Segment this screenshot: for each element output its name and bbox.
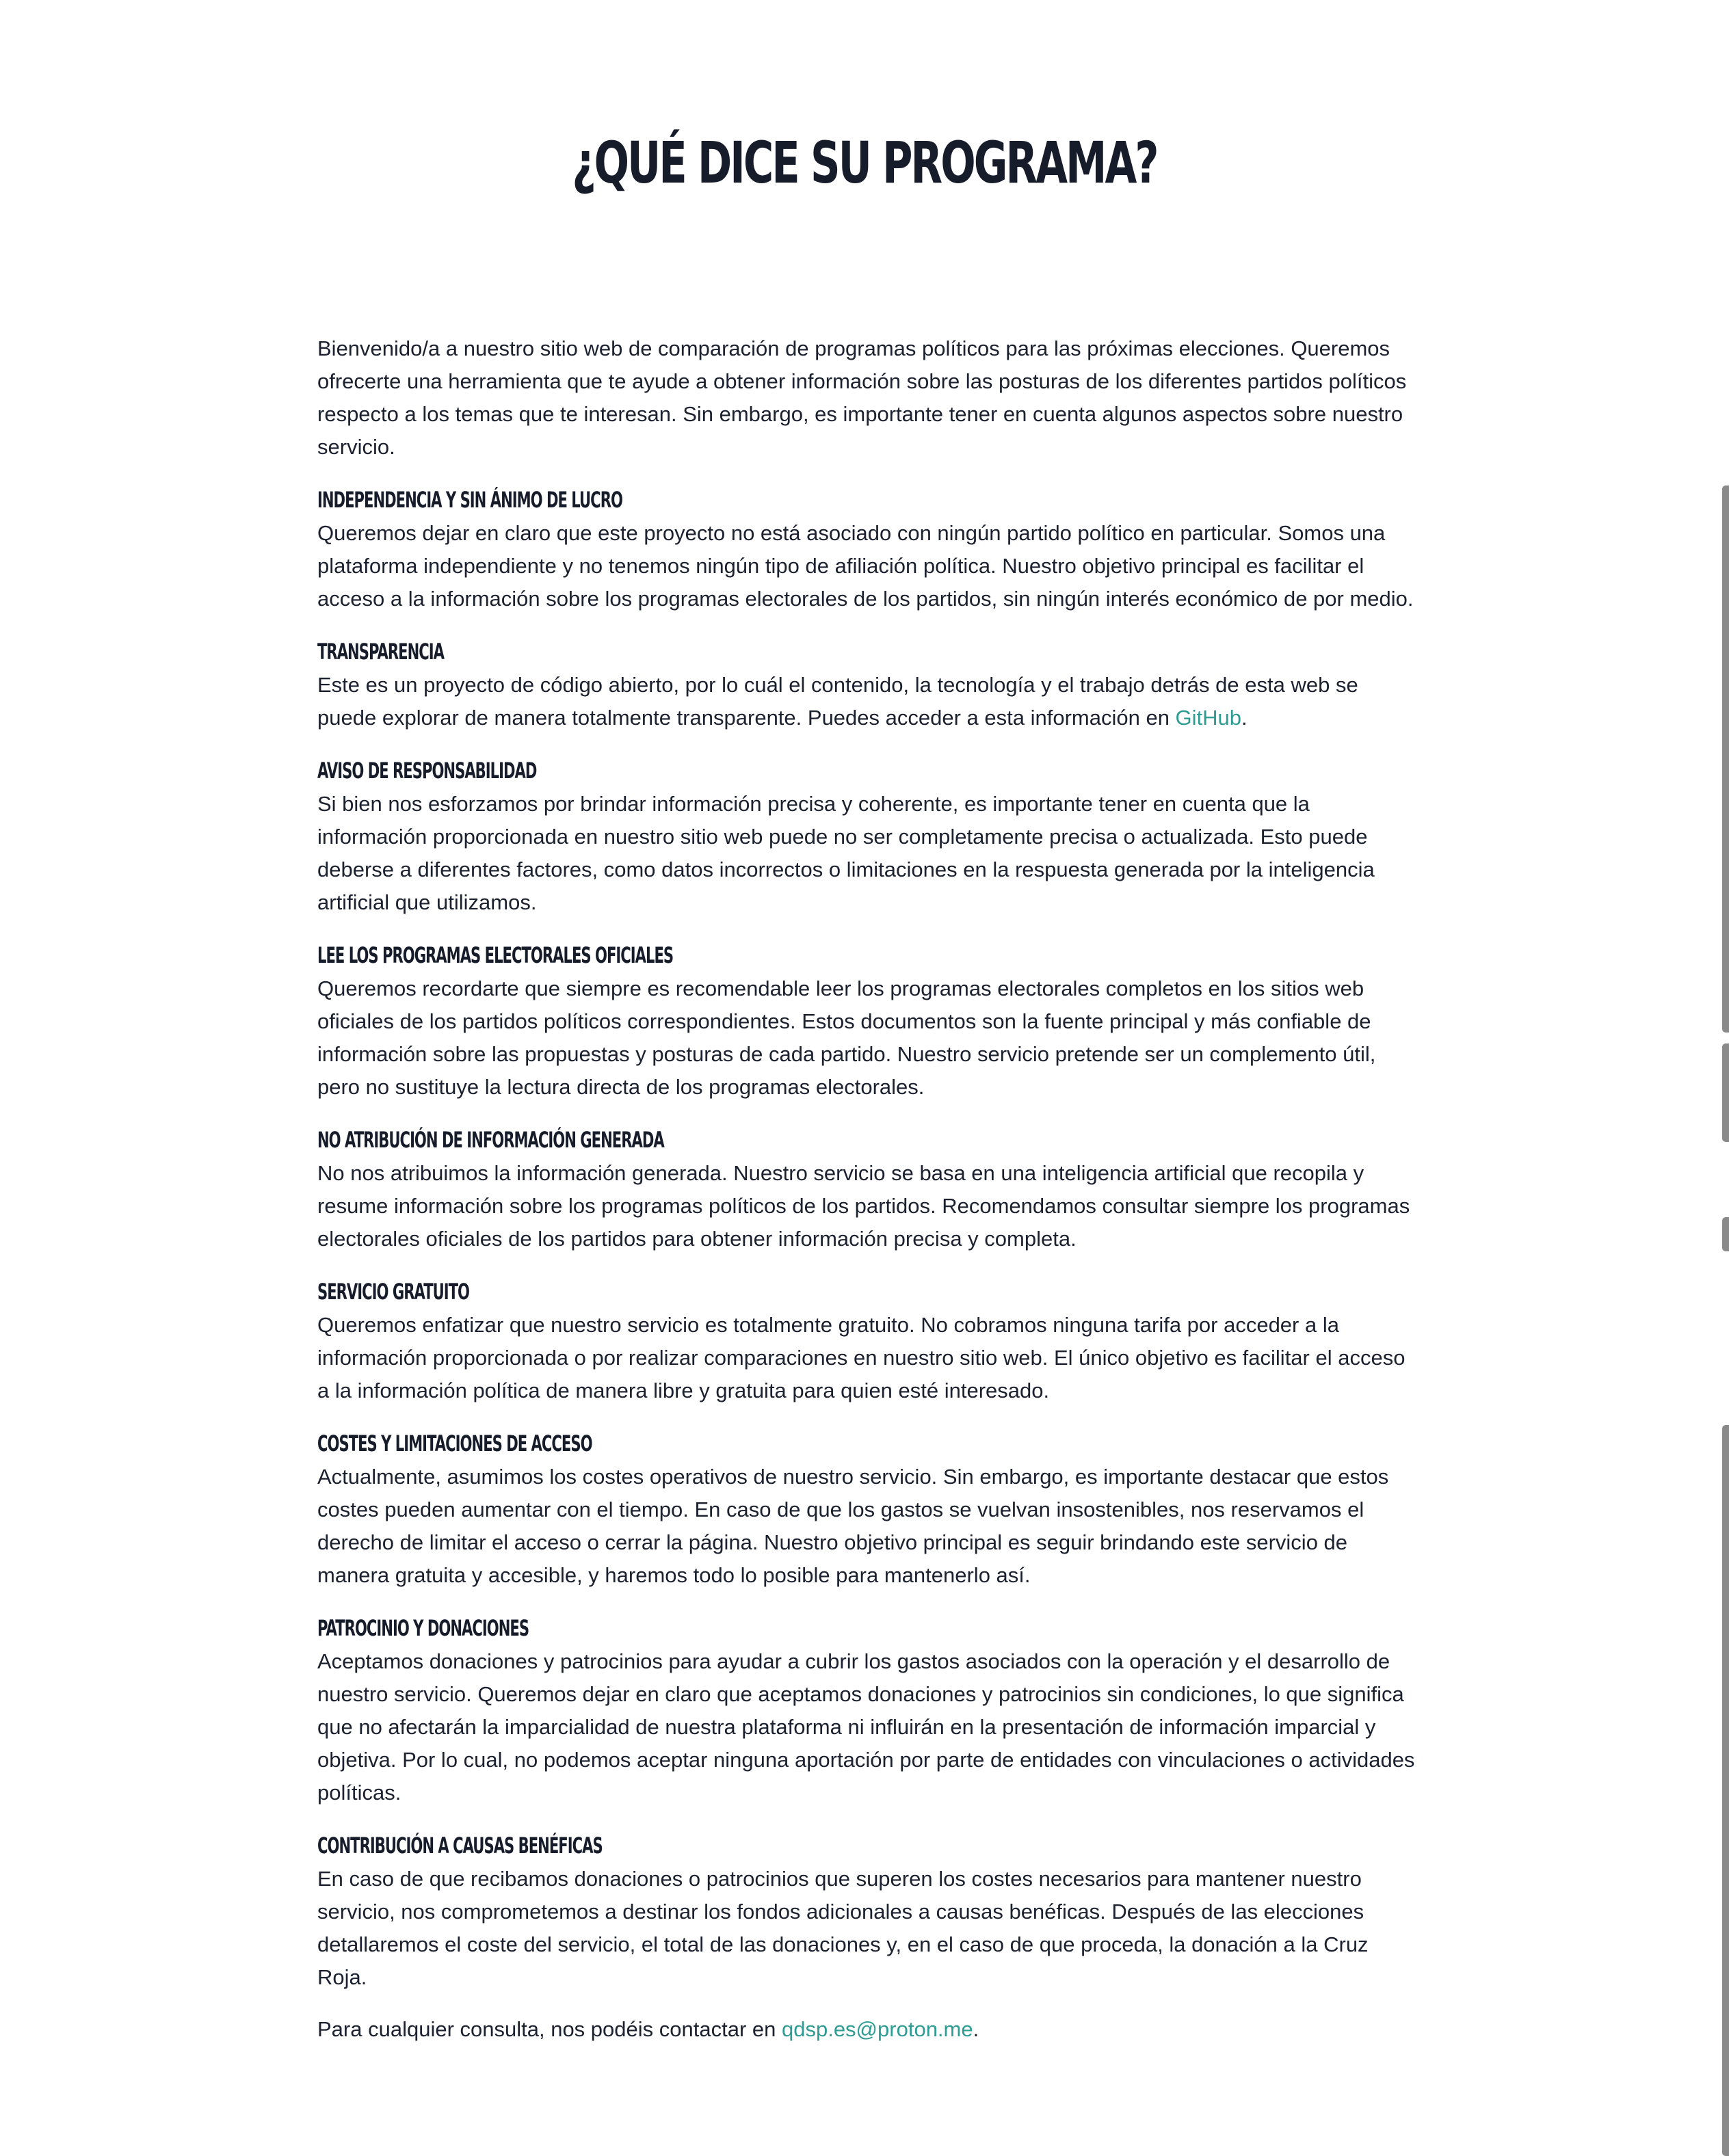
section-charity <box>317 1828 1418 1994</box>
section-heading: NO ATRIBUCIÓN DE INFORMACIÓN GENERADA <box>317 1127 664 1153</box>
scrollbar-thumb[interactable] <box>1722 485 1729 1033</box>
section-body-text: Este es un proyecto de código abierto, por lo cuál el contenido, la tecnología y el trabajo detrás de esta web se puede explorar de manera totalmente transparente. Puedes acceder a esta información en <box>317 673 1358 730</box>
section-costs <box>317 1426 1418 1592</box>
section-body: Queremos dejar en claro que este proyecto no está asociado con ningún partido político en particular. Somos una plataforma independiente y no tenemos ningún tipo de afiliación política. Nuestro objetivo principal es facilitar el acceso a la información sobre los programas electorales de los partidos, sin ningún interés económico de por medio. <box>317 521 1414 611</box>
section-independence <box>317 483 1418 615</box>
scrollbar-segment[interactable] <box>1722 1217 1729 1251</box>
section-body: Queremos recordarte que siempre es recomendable leer los programas electorales completos en los sitios web oficiales de los partidos políticos correspondientes. Estos documentos son la fuente principal y más confiable de información sobre las propuestas y posturas de cada partido. Nuestro servicio pretende ser un complemento útil, pero no sustituye la lectura directa de los programas electorales. <box>317 976 1376 1099</box>
section-heading: CONTRIBUCIÓN A CAUSAS BENÉFICAS <box>317 1833 603 1859</box>
scrollbar-segment[interactable] <box>1722 1043 1729 1142</box>
scrollbar-segment[interactable] <box>1722 1425 1729 2156</box>
section-body: No nos atribuimos la información generada. Nuestro servicio se basa en una inteligencia artificial que recopila y resume información sobre los programas políticos de los partidos. Recomendamos consultar siempre los programas electorales oficiales de los partidos para obtener información precisa y completa. <box>317 1161 1410 1251</box>
main-content <box>317 332 1418 2046</box>
contact-prefix: Para cualquier consulta, nos podéis contactar en <box>317 2017 782 2041</box>
section-transparency <box>317 635 1418 734</box>
scrollbar[interactable] <box>1721 0 1729 2156</box>
section-free-service <box>317 1275 1418 1407</box>
section-body: Queremos enfatizar que nuestro servicio es totalmente gratuito. No cobramos ninguna tarifa por acceder a la información proporcionada o por realizar comparaciones en nuestro sitio web. El único objetivo es facilitar el acceso a la información política de manera libre y gratuita para quien esté interesado. <box>317 1313 1405 1402</box>
contact-line <box>317 2013 1418 2046</box>
section-disclaimer <box>317 754 1418 919</box>
contact-email-link[interactable]: qdsp.es@proton.me <box>781 2017 973 2041</box>
section-body-text-end: . <box>1241 706 1248 730</box>
section-no-attribution <box>317 1123 1418 1255</box>
section-heading: TRANSPARENCIA <box>317 639 444 665</box>
section-body: Aceptamos donaciones y patrocinios para ayudar a cubrir los gastos asociados con la operación y el desarrollo de nuestro servicio. Queremos dejar en claro que aceptamos donaciones y patrocinios sin condiciones, lo que significa que no afectarán la imparcialidad de nuestra plataforma ni influirán en la presentación de información imparcial y objetiva. Por lo cual, no podemos aceptar ninguna aportación por parte de entidades con vinculaciones o actividades políticas. <box>317 1649 1415 1805</box>
section-body: En caso de que recibamos donaciones o patrocinios que superen los costes necesarios para mantener nuestro servicio, nos comprometemos a destinar los fondos adicionales a causas benéficas. Después de las elecciones detallaremos el coste del servicio, el total de las donaciones y, en el caso de que proceda, la donación a la Cruz Roja. <box>317 1867 1369 1989</box>
section-body: Actualmente, asumimos los costes operativos de nuestro servicio. Sin embargo, es importante destacar que estos costes pueden aumentar con el tiempo. En caso de que los gastos se vuelvan insostenibles, nos reservamos el derecho de limitar el acceso o cerrar la página. Nuestro objetivo principal es seguir brindando este servicio de manera gratuita y accesible, y haremos todo lo posible para mantenerlo así. <box>317 1465 1389 1587</box>
page-title: ¿QUÉ DICE SU PROGRAMA? <box>572 129 1157 196</box>
section-heading: AVISO DE RESPONSABILIDAD <box>317 758 537 784</box>
section-heading: SERVICIO GRATUITO <box>317 1279 470 1305</box>
intro-paragraph: Bienvenido/a a nuestro sitio web de comparación de programas políticos para las próximas elecciones. Queremos ofrecerte una herramienta que te ayude a obtener información sobre las posturas de los diferentes partidos políticos respecto a los temas que te interesan. Sin embargo, es importante tener en cuenta algunos aspectos sobre nuestro servicio. <box>317 336 1407 459</box>
section-body: Si bien nos esforzamos por brindar información precisa y coherente, es importante tener en cuenta que la información proporcionada en nuestro sitio web puede no ser completamente precisa o actualizada. Esto puede deberse a diferentes factores, como datos incorrectos o limitaciones en la respuesta generada por la inteligencia artificial que utilizamos. <box>317 792 1375 914</box>
github-link[interactable]: GitHub <box>1175 706 1242 730</box>
section-heading: LEE LOS PROGRAMAS ELECTORALES OFICIALES <box>317 942 674 968</box>
section-heading: PATROCINIO Y DONACIONES <box>317 1615 529 1641</box>
section-sponsorship <box>317 1611 1418 1809</box>
section-body <box>317 669 1418 734</box>
contact-suffix: . <box>973 2017 979 2041</box>
section-official-programs <box>317 938 1418 1104</box>
section-heading: COSTES Y LIMITACIONES DE ACCESO <box>317 1430 592 1456</box>
section-heading: INDEPENDENCIA Y SIN ÁNIMO DE LUCRO <box>317 487 622 513</box>
